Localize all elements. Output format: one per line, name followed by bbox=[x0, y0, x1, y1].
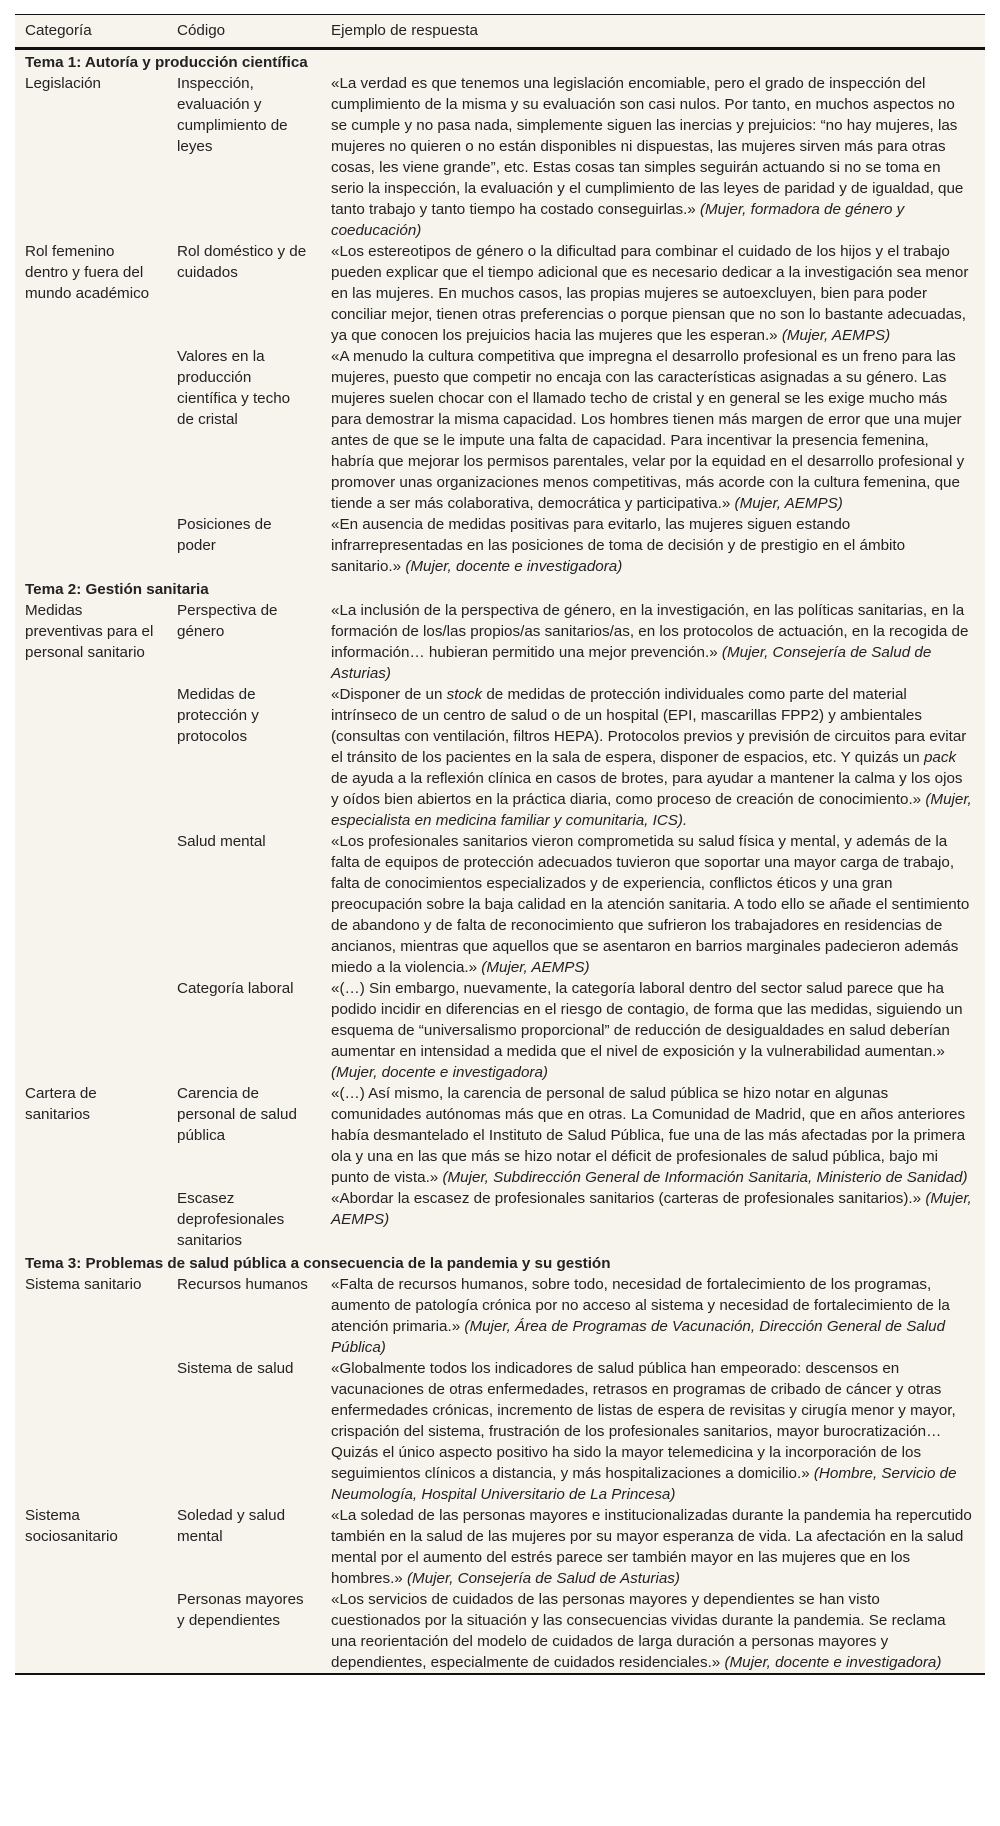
table-row bbox=[15, 831, 985, 978]
theme-row bbox=[15, 577, 985, 600]
quote-text: «Los profesionales sanitarios vieron comprometida su salud física y mental, y además de la falta de equipos de protección adecuados tuvieron que soportar una mayor carga de trabajo, falta de conocimientos especializados y de experiencia, conflictos éticos y una gran preocupación sobre la baja calidad en la atención sanitaria. A todo ello se añade el sentimiento de abandono y de falta de reconocimiento que sufrieron los trabajadores en residencias de ancianos, mientras que aquellos que se asentaron en barrios marginales padecieron además miedo a la violencia.» bbox=[331, 833, 970, 976]
category-cell bbox=[15, 1188, 167, 1251]
quote-source: (Mujer, Subdirección General de Información Sanitaria, Ministerio de Sanidad) bbox=[442, 1169, 968, 1186]
code-cell: Categoría laboral bbox=[177, 980, 294, 997]
response-cell bbox=[321, 1083, 985, 1188]
response-cell bbox=[321, 684, 985, 831]
quote-source: (Mujer, AEMPS) bbox=[481, 959, 590, 976]
response-cell bbox=[321, 73, 985, 241]
italic-term: stock bbox=[446, 686, 483, 703]
table-row bbox=[15, 1083, 985, 1188]
category-cell bbox=[15, 978, 167, 1083]
table-row bbox=[15, 978, 985, 1083]
quote-source: (Mujer, AEMPS) bbox=[734, 495, 843, 512]
response-cell bbox=[321, 346, 985, 514]
response-cell bbox=[321, 831, 985, 978]
category-cell: Legislación bbox=[25, 75, 101, 92]
code-cell: Soledad y salud mental bbox=[177, 1507, 286, 1545]
quote-text: «(…) Así mismo, la carencia de personal de salud pública se hizo notar en algunas comunidades autónomas más que en otras. La Comunidad de Madrid, que en años anteriores había desmantelado el Instituto de Salud Pública, fue una de las más afectadas por la primera ola y una en las que más se hizo notar el déficit de profesionales de salud pública, bajo mi punto de vista.» bbox=[331, 1085, 966, 1186]
table-row bbox=[15, 1358, 985, 1505]
category-cell bbox=[15, 1358, 167, 1505]
theme-title: Tema 1: Autoría y producción científica bbox=[25, 54, 308, 71]
theme-title: Tema 3: Problemas de salud pública a consecuencia de la pandemia y su gestión bbox=[25, 1255, 611, 1272]
qualitative-results-table bbox=[15, 14, 985, 1675]
table-row bbox=[15, 73, 985, 241]
table-row bbox=[15, 600, 985, 684]
quote-source: (Mujer, AEMPS) bbox=[781, 327, 891, 344]
code-cell: Medidas de protección y protocolos bbox=[177, 686, 259, 745]
table-row bbox=[15, 1274, 985, 1358]
response-cell bbox=[321, 241, 985, 346]
quote-text: «Disponer de un stock de medidas de protección individuales como parte del material intrínseco de un centro de salud o de un hospital (EPI, mascarillas FPP2) y ambientales (consultas con ventilación, filtros HEPA). Protocolos previos y previsión de circuitos para evitar el tránsito de los pacientes en la sala de espera, disponer de espacios, etc. Y quizás un pack de ayuda a la reflexión clínica en casos de brotes, para ayudar a mantener la calma y los ojos y oídos bien abiertos en la práctica diaria, como proceso de creación de conocimiento.» bbox=[331, 686, 967, 808]
quote-source: (Hombre, Servicio de Neumología, Hospital Universitario de La Princesa) bbox=[331, 1465, 957, 1503]
header-code: Código bbox=[167, 15, 321, 49]
category-cell: Medidas preventivas para el personal sanitario bbox=[25, 602, 154, 661]
code-cell: Perspectiva de género bbox=[177, 602, 278, 640]
response-cell bbox=[321, 1188, 985, 1251]
code-cell: Valores en la producción científica y techo de cristal bbox=[177, 348, 291, 428]
quote-text: «En ausencia de medidas positivas para evitarlo, las mujeres siguen estando infrarrepresentadas en las posiciones de toma de decisión y de prestigio en el ámbito sanitario.» bbox=[331, 516, 906, 575]
quote-source: (Mujer, Área de Programas de Vacunación, Dirección General de Salud Pública) bbox=[331, 1318, 946, 1356]
header-response: Ejemplo de respuesta bbox=[321, 15, 985, 49]
quote-source: (Mujer, Consejería de Salud de Asturias) bbox=[331, 644, 932, 682]
table-row bbox=[15, 514, 985, 577]
code-cell: Inspección, evaluación y cumplimiento de leyes bbox=[177, 75, 288, 155]
quote-source: (Mujer, Consejería de Salud de Asturias) bbox=[407, 1570, 680, 1587]
code-cell: Salud mental bbox=[177, 833, 266, 850]
code-cell: Carencia de personal de salud pública bbox=[177, 1085, 297, 1144]
category-cell: Cartera de sanitarios bbox=[25, 1085, 97, 1123]
response-cell bbox=[321, 1589, 985, 1673]
quote-text: «Los estereotipos de género o la dificultad para combinar el cuidado de los hijos y el trabajo pueden explicar que el tiempo adicional que es necesario dedicar a la investigación sea menor en las mujeres. En muchos casos, las propias mujeres se autoexcluyen, bien para poder conciliar mejor, tienen otras preferencias o porque piensan que no son lo bastante adecuadas, ya que conocen los prejuicios hacia las mujeres que les esperan.» bbox=[331, 243, 969, 344]
table-row bbox=[15, 684, 985, 831]
table-row bbox=[15, 1589, 985, 1673]
quote-text: «La soledad de las personas mayores e institucionalizadas durante la pandemia ha repercutido también en la salud de las mujeres por su mayor esperanza de vida. La afectación en la salud mental por el aumento del estrés parece ser también mayor en las mujeres que en los hombres.» bbox=[331, 1507, 972, 1587]
response-cell bbox=[321, 1505, 985, 1589]
code-cell: Personas mayores y dependientes bbox=[177, 1591, 304, 1629]
code-cell: Sistema de salud bbox=[177, 1360, 294, 1377]
quote-source: (Mujer, formadora de género y coeducación) bbox=[331, 201, 905, 239]
header-category: Categoría bbox=[15, 15, 167, 49]
quote-source: (Mujer, especialista en medicina familiar y comunitaria, ICS). bbox=[331, 791, 972, 829]
quote-source: (Mujer, docente e investigadora) bbox=[331, 1064, 548, 1081]
quote-source: (Mujer, docente e investigadora) bbox=[405, 558, 623, 575]
code-cell: Escasez deprofesionales sanitarios bbox=[177, 1190, 285, 1249]
response-cell bbox=[321, 600, 985, 684]
table-row bbox=[15, 1505, 985, 1589]
code-cell: Rol doméstico y de cuidados bbox=[177, 243, 307, 281]
quote-text: «Globalmente todos los indicadores de salud pública han empeorado: descensos en vacunaciones de otras enfermedades, retrasos en programas de cribado de cáncer y otras enfermedades crónicas, incremento de listas de espera de revisitas y cirugía menor y mayor, crispación del sistema, frustración de los profesionales sanitarios, mayor burocratización… Quizás el único aspecto positivo ha sido la mayor telemedicina y la incorporación de los seguimientos clínicos a distancia, y más hospitalizaciones a domicilio.» bbox=[331, 1360, 956, 1482]
category-cell bbox=[15, 1589, 167, 1673]
category-cell bbox=[15, 514, 167, 577]
code-cell: Recursos humanos bbox=[177, 1276, 308, 1293]
table-body bbox=[15, 49, 985, 1674]
table bbox=[15, 15, 985, 1673]
code-cell: Posiciones de poder bbox=[177, 516, 272, 554]
theme-row bbox=[15, 1251, 985, 1274]
category-cell: Sistema sanitario bbox=[25, 1276, 142, 1293]
quote-source: (Mujer, docente e investigadora) bbox=[724, 1654, 942, 1671]
category-cell: Rol femenino dentro y fuera del mundo académico bbox=[25, 243, 150, 302]
response-cell bbox=[321, 1358, 985, 1505]
response-cell bbox=[321, 1274, 985, 1358]
response-cell bbox=[321, 978, 985, 1083]
quote-source: (Mujer, AEMPS) bbox=[331, 1190, 972, 1228]
quote-text: «Abordar la escasez de profesionales sanitarios (carteras de profesionales sanitarios).» bbox=[331, 1190, 922, 1207]
table-row bbox=[15, 241, 985, 346]
table-header bbox=[15, 15, 985, 49]
category-cell bbox=[15, 684, 167, 831]
quote-text: «Falta de recursos humanos, sobre todo, necesidad de fortalecimiento de los programas, aumento de patología crónica por no acceso al sistema y necesidad de fortalecimiento de la atención primaria.» bbox=[331, 1276, 950, 1335]
quote-text: «Los servicios de cuidados de las personas mayores y dependientes se han visto cuestionados por la situación y las consecuencias vividas durante la pandemia. Se reclama una reorientación del modelo de cuidados de larga duración a personas mayores y dependientes, especialmente de cuidados residenciales.» bbox=[331, 1591, 946, 1671]
category-cell bbox=[15, 831, 167, 978]
category-cell bbox=[15, 346, 167, 514]
quote-text: «La inclusión de la perspectiva de género, en la investigación, en las políticas sanitarias, en la formación de los/las propios/as sanitarios/as, en los protocolos de actuación, en la recogida de información… hubieran permitido una mejor prevención.» bbox=[331, 602, 969, 661]
quote-text: «La verdad es que tenemos una legislación encomiable, pero el grado de inspección del cumplimiento de la misma y su evaluación son casi nulos. Por tanto, en muchos aspectos no se cumple y no pasa nada, simplemente siguen las inercias y prejuicios: “no hay mujeres, las mujeres no quieren o no están disponibles ni dispuestas, las mujeres sirven más para otras cosas, les viene grande”, etc. Estas cosas tan simples seguirán actuando si no se toma en serio la inspección, la evaluación y el cumplimiento de las leyes de paridad y de igualdad, que tanto trabajo y tanto tiempo ha costado conseguirlas.» bbox=[331, 75, 964, 218]
theme-title: Tema 2: Gestión sanitaria bbox=[25, 581, 209, 598]
quote-text: «A menudo la cultura competitiva que impregna el desarrollo profesional es un freno para las mujeres, puesto que competir no encaja con las características asignadas a su género. Las mujeres suelen chocar con el llamado techo de cristal y en general se les exige mucho más para demostrar la misma capacidad. Los hombres tienen más margen de error que una mujer antes de que se le impute una falta de capacidad. Para incentivar la presencia femenina, habría que mejorar los permisos parentales, velar por la equidad en el desarrollo profesional y promover unas organizaciones menos competitivas, más acorde con la cultura femenina, que tiende a ser más colaborativa, democrática y participativa.» bbox=[331, 348, 965, 512]
italic-term: pack bbox=[923, 749, 957, 766]
category-cell: Sistema sociosanitario bbox=[25, 1507, 118, 1545]
table-row bbox=[15, 346, 985, 514]
table-row bbox=[15, 1188, 985, 1251]
quote-text: «(…) Sin embargo, nuevamente, la categoría laboral dentro del sector salud parece que ha podido incidir en diferencias en el riesgo de contagio, de forma que las medidas, siguiendo un esquema de “universalismo proporcional” de reducción de desigualdades en salud deberían aumentar en intensidad a medida que el nivel de exposición y la vulnerabilidad aumentan.» bbox=[331, 980, 963, 1060]
response-cell bbox=[321, 514, 985, 577]
theme-row bbox=[15, 49, 985, 74]
